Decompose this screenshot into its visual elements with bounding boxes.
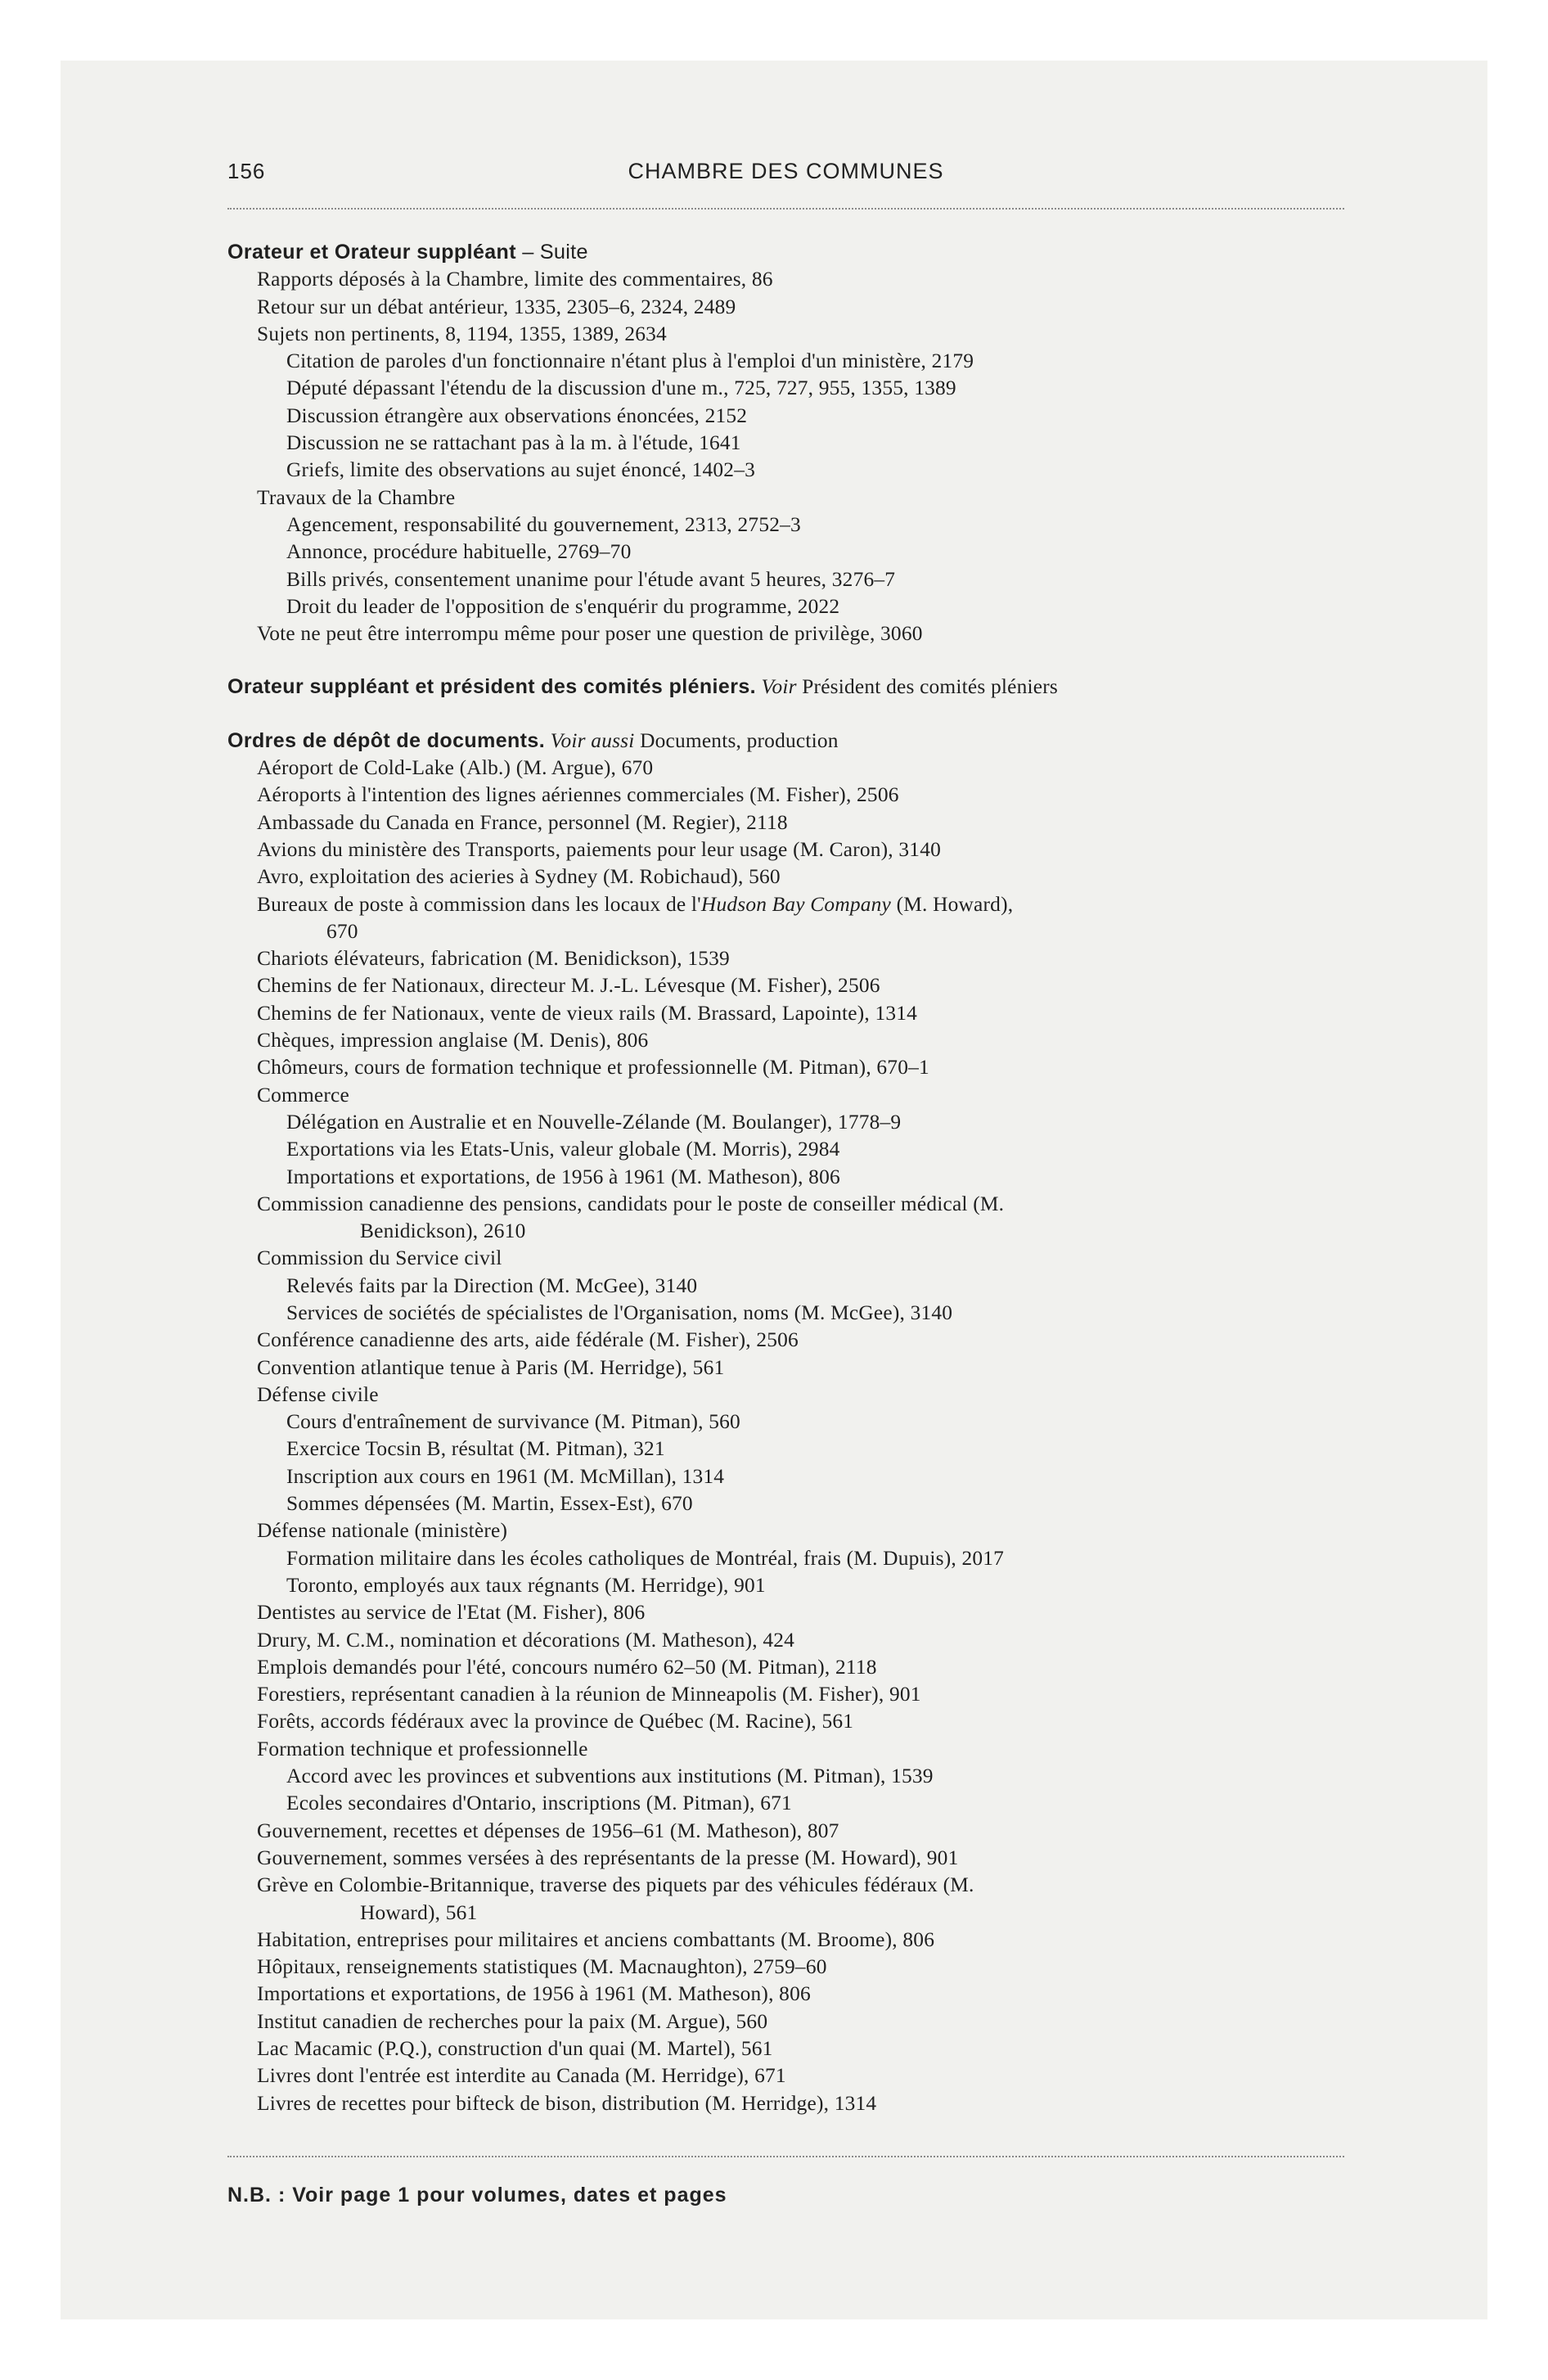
index-entry: Drury, M. C.M., nomination et décorations (M. Matheson), 424 [257, 1628, 795, 1652]
index-entry: Aéroport de Cold-Lake (Alb.) (M. Argue), 670 [257, 756, 654, 780]
section-gap [227, 647, 1344, 674]
index-heading: Ordres de dépôt de documents. Voir aussi Documents, production [227, 728, 839, 752]
index-entry: Commission canadienne des pensions, candidats pour le poste de conseiller médical (M. [257, 1192, 1005, 1215]
index-entry: Rapports déposés à la Chambre, limite des commentaires, 86 [257, 268, 773, 291]
index-entry: Défense civile [257, 1382, 379, 1406]
index-subentry: Député dépassant l'étendu de la discussion d'une m., 725, 727, 955, 1355, 1389 [286, 376, 956, 400]
index-subentry: Accord avec les provinces et subventions aux institutions (M. Pitman), 1539 [286, 1765, 934, 1788]
index-entry: Bureaux de poste à commission dans les locaux de l'Hudson Bay Company (M. Howard), [257, 892, 1014, 916]
index-entry: Vote ne peut être interrompu même pour poser une question de privilège, 3060 [257, 622, 923, 646]
index-entry: Institut canadien de recherches pour la paix (M. Argue), 560 [257, 2009, 768, 2033]
index-entry: Sujets non pertinents, 8, 1194, 1355, 1389, 2634 [257, 322, 667, 345]
index-subentry: Droit du leader de l'opposition de s'enquérir du programme, 2022 [286, 594, 840, 618]
index-subentry: Annonce, procédure habituelle, 2769–70 [286, 540, 632, 564]
index-subentry: Citation de paroles d'un fonctionnaire n'étant plus à l'emploi d'un ministère, 2179 [286, 349, 974, 373]
index-entry: Forêts, accords fédéraux avec la province de Québec (M. Racine), 561 [257, 1710, 854, 1733]
index-subentry: Cours d'entraînement de survivance (M. Pitman), 560 [286, 1410, 740, 1434]
index-entry: Gouvernement, sommes versées à des représentants de la presse (M. Howard), 901 [257, 1846, 959, 1869]
index-subentry: Discussion étrangère aux observations énoncées, 2152 [286, 403, 748, 427]
index-subentry: Bills privés, consentement unanime pour l'étude avant 5 heures, 3276–7 [286, 567, 896, 591]
index-subentry: Exportations via les Etats-Unis, valeur globale (M. Morris), 2984 [286, 1138, 840, 1161]
index-entry: Commerce [257, 1083, 349, 1107]
index-subentry: Sommes dépensées (M. Martin, Essex-Est), 670 [286, 1492, 693, 1516]
index-subentry: Griefs, limite des observations au sujet énoncé, 1402–3 [286, 458, 755, 482]
page-header [227, 159, 1344, 196]
index-entry: Hôpitaux, renseignements statistiques (M. Macnaughton), 2759–60 [257, 1955, 827, 1979]
index-entry: Commission du Service civil [257, 1246, 502, 1270]
index-subentry: Formation militaire dans les écoles catholiques de Montréal, frais (M. Dupuis), 2017 [286, 1546, 1005, 1570]
index-entry: Livres de recettes pour bifteck de bison, distribution (M. Herridge), 1314 [257, 2091, 877, 2115]
index-subentry: Agencement, responsabilité du gouvernement, 2313, 2752–3 [286, 512, 801, 536]
index-entry: Dentistes au service de l'Etat (M. Fisher), 806 [257, 1601, 646, 1625]
index-entry: Importations et exportations, de 1956 à 1961 (M. Matheson), 806 [257, 1982, 811, 2006]
index-entry: Avro, exploitation des acieries à Sydney (M. Robichaud), 560 [257, 865, 781, 889]
index-entry-continuation: 670 [326, 919, 358, 943]
index-subentry: Inscription aux cours en 1961 (M. McMillan), 1314 [286, 1464, 725, 1488]
page-number: 156 [227, 159, 266, 183]
index-subentry: Importations et exportations, de 1956 à 1961 (M. Matheson), 806 [286, 1165, 840, 1188]
index-entry: Chèques, impression anglaise (M. Denis), 806 [257, 1029, 649, 1053]
index-entry: Travaux de la Chambre [257, 485, 456, 509]
section-gap [227, 701, 1344, 728]
index-entry: Convention atlantique tenue à Paris (M. Herridge), 561 [257, 1355, 725, 1379]
footnote: N.B. : Voir page 1 pour volumes, dates et pages [227, 2184, 727, 2206]
index-entry: Forestiers, représentant canadien à la réunion de Minneapolis (M. Fisher), 901 [257, 1683, 921, 1706]
index-entry: Chômeurs, cours de formation technique et professionnelle (M. Pitman), 670–1 [257, 1056, 929, 1080]
index-entry: Chemins de fer Nationaux, directeur M. J.-L. Lévesque (M. Fisher), 2506 [257, 974, 880, 998]
index-entry: Retour sur un débat antérieur, 1335, 2305–6, 2324, 2489 [257, 295, 736, 318]
index-entry: Emplois demandés pour l'été, concours numéro 62–50 (M. Pitman), 2118 [257, 1655, 877, 1679]
footer-rule [227, 2156, 1344, 2157]
index-entry-continuation: Benidickson), 2610 [360, 1219, 526, 1243]
index-entry: Livres dont l'entrée est interdite au Canada (M. Herridge), 671 [257, 2064, 786, 2088]
index-entry: Conférence canadienne des arts, aide fédérale (M. Fisher), 2506 [257, 1328, 799, 1352]
index-subentry: Toronto, employés aux taux régnants (M. Herridge), 901 [286, 1573, 766, 1597]
index-subentry: Services de sociétés de spécialistes de l'Organisation, noms (M. McGee), 3140 [286, 1300, 953, 1324]
index-entry: Avions du ministère des Transports, paiements pour leur usage (M. Caron), 3140 [257, 837, 941, 861]
page-title: CHAMBRE DES COMMUNES [628, 159, 944, 183]
see-also-reference: Voir aussi [550, 728, 635, 752]
index-subentry: Exercice Tocsin B, résultat (M. Pitman), 321 [286, 1437, 665, 1461]
index-entry: Lac Macamic (P.Q.), construction d'un quai (M. Martel), 561 [257, 2037, 773, 2060]
index-entry: Chemins de fer Nationaux, vente de vieux rails (M. Brassard, Lapointe), 1314 [257, 1001, 918, 1025]
index-entry: Défense nationale (ministère) [257, 1519, 508, 1543]
index-entry: Gouvernement, recettes et dépenses de 1956–61 (M. Matheson), 807 [257, 1819, 839, 1842]
index-subentry: Discussion ne se rattachant pas à la m. à l'étude, 1641 [286, 431, 741, 455]
header-rule [227, 208, 1344, 210]
index-heading: Orateur et Orateur suppléant – Suite [227, 241, 588, 264]
index-entry: Habitation, entreprises pour militaires et anciens combattants (M. Broome), 806 [257, 1927, 935, 1951]
see-reference: Voir [761, 675, 797, 699]
index-column [227, 239, 1344, 2117]
index-entry: Ambassade du Canada en France, personnel (M. Regier), 2118 [257, 810, 788, 834]
index-subentry: Relevés faits par la Direction (M. McGee), 3140 [286, 1273, 698, 1297]
index-entry: Grève en Colombie-Britannique, traverse des piquets par des véhicules fédéraux (M. [257, 1873, 974, 1897]
index-heading: Orateur suppléant et président des comités pléniers. Voir Président des comités pléniers [227, 675, 1058, 699]
index-subentry: Délégation en Australie et en Nouvelle-Zélande (M. Boulanger), 1778–9 [286, 1110, 902, 1134]
index-entry-continuation: Howard), 561 [360, 1900, 478, 1924]
index-entry: Chariots élévateurs, fabrication (M. Benidickson), 1539 [257, 947, 730, 971]
index-subentry: Ecoles secondaires d'Ontario, inscriptions (M. Pitman), 671 [286, 1792, 792, 1815]
index-entry: Aéroports à l'intention des lignes aériennes commerciales (M. Fisher), 2506 [257, 783, 899, 807]
index-entry: Formation technique et professionnelle [257, 1737, 588, 1760]
